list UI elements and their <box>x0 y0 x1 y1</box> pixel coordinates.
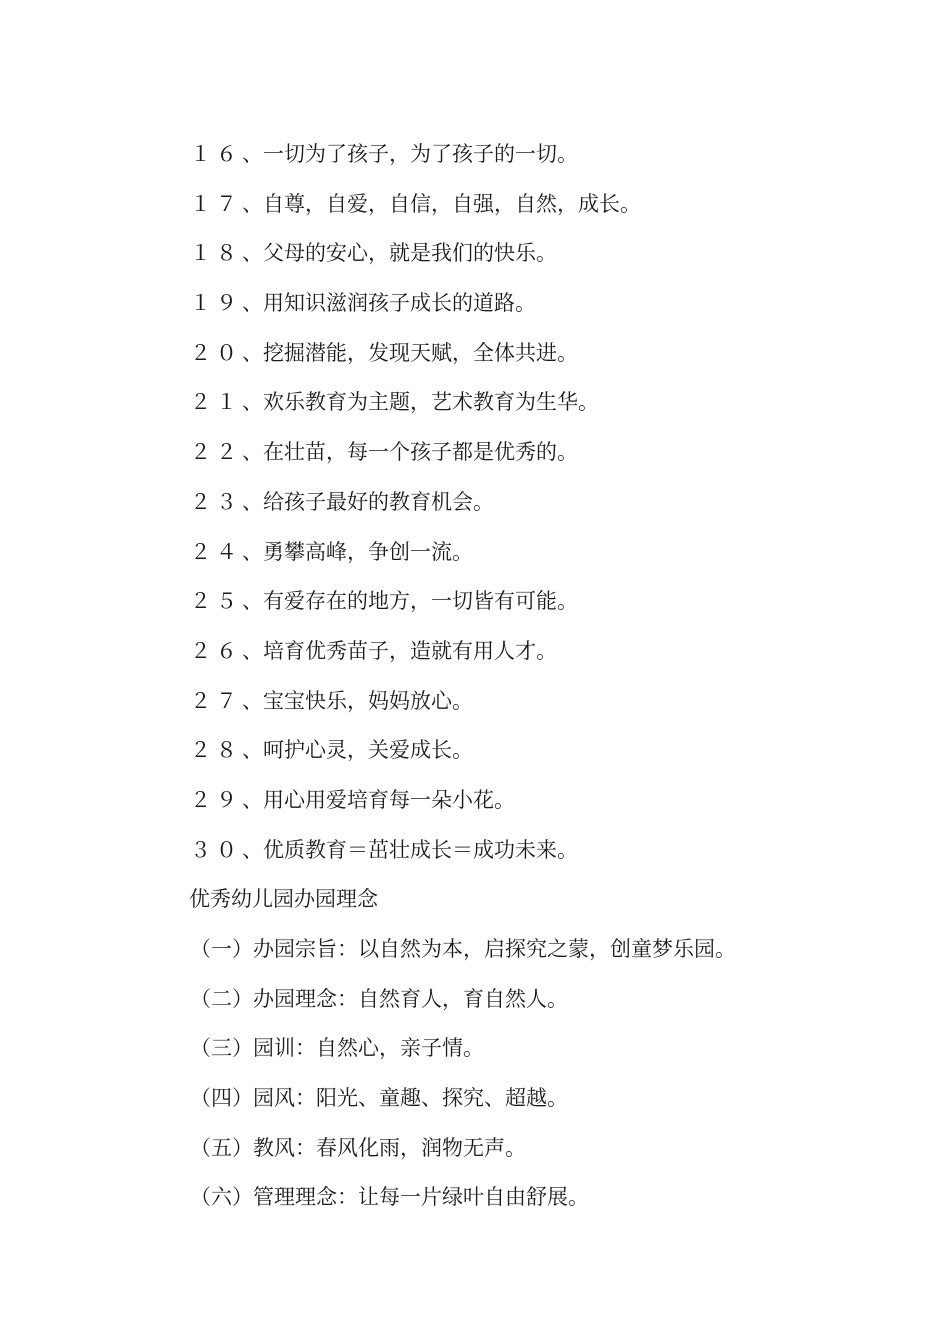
principle-item: （一）办园宗旨：以自然为本，启探究之蒙，创童梦乐园。 <box>190 937 736 961</box>
slogan-number: ３０ <box>190 837 242 862</box>
slogan-text: 、自尊，自爱，自信，自强，自然，成长。 <box>242 191 641 216</box>
slogan-item <box>190 329 890 379</box>
slogan-number: ２９ <box>190 787 242 812</box>
slogan-number: ２３ <box>190 489 242 514</box>
slogan-item <box>190 528 890 578</box>
slogan-number: １９ <box>190 291 242 316</box>
slogan-number: ２８ <box>190 738 242 763</box>
slogan-number: １８ <box>190 241 242 266</box>
slogan-number: １６ <box>190 142 242 166</box>
slogan-text: 、用心用爱培育每一朵小花。 <box>242 787 515 812</box>
slogan-number: ２０ <box>190 340 242 365</box>
slogan-item <box>190 180 890 230</box>
slogan-item <box>190 726 890 776</box>
slogan-number: ２６ <box>190 638 242 663</box>
slogan-number: １７ <box>190 191 242 216</box>
section-title: 优秀幼儿园办园理念 <box>189 887 378 912</box>
slogan-item <box>190 378 890 428</box>
principle-item: （二）办园理念：自然育人，育自然人。 <box>190 986 568 1011</box>
slogan-item <box>190 279 890 329</box>
slogan-text: 、一切为了孩子，为了孩子的一切。 <box>242 142 578 166</box>
slogan-text: 、勇攀高峰，争创一流。 <box>242 539 473 564</box>
slogan-text: 、给孩子最好的教育机会。 <box>242 489 494 514</box>
principle-item: （三）园训：自然心，亲子情。 <box>190 1036 484 1061</box>
slogan-text: 、呵护心灵，关爱成长。 <box>242 738 473 763</box>
slogan-item <box>190 130 890 180</box>
slogan-number: ２７ <box>190 688 242 713</box>
principle-item: （四）园风：阳光、童趣、探究、超越。 <box>190 1086 568 1111</box>
slogan-item <box>190 627 890 677</box>
slogan-number: ２５ <box>190 589 242 614</box>
slogan-item <box>190 776 890 826</box>
slogan-number: ２４ <box>190 539 242 564</box>
slogan-text: 、有爱存在的地方，一切皆有可能。 <box>242 589 578 614</box>
slogan-text: 、优质教育＝茁壮成长＝成功未来。 <box>242 837 578 862</box>
document-body <box>190 130 890 1223</box>
slogan-item <box>190 677 890 727</box>
slogan-item <box>190 478 890 528</box>
slogan-number: ２２ <box>190 440 242 465</box>
slogan-text: 、培育优秀苗子，造就有用人才。 <box>242 638 557 663</box>
slogan-text: 、挖掘潜能，发现天赋，全体共进。 <box>242 340 578 365</box>
slogan-text: 、欢乐教育为主题，艺术教育为生华。 <box>242 390 599 415</box>
slogan-text: 、父母的安心，就是我们的快乐。 <box>242 241 557 266</box>
principle-item: （六）管理理念：让每一片绿叶自由舒展。 <box>190 1185 589 1210</box>
principle-item: （五）教风：春风化雨，润物无声。 <box>190 1135 526 1160</box>
slogan-text: 、在壮苗，每一个孩子都是优秀的。 <box>242 440 578 465</box>
slogan-item <box>190 229 890 279</box>
slogan-text: 、宝宝快乐，妈妈放心。 <box>242 688 473 713</box>
slogan-item <box>190 577 890 627</box>
slogan-item <box>190 826 890 876</box>
slogan-item <box>190 428 890 478</box>
slogan-number: ２１ <box>190 390 242 415</box>
slogan-text: 、用知识滋润孩子成长的道路。 <box>242 291 536 316</box>
